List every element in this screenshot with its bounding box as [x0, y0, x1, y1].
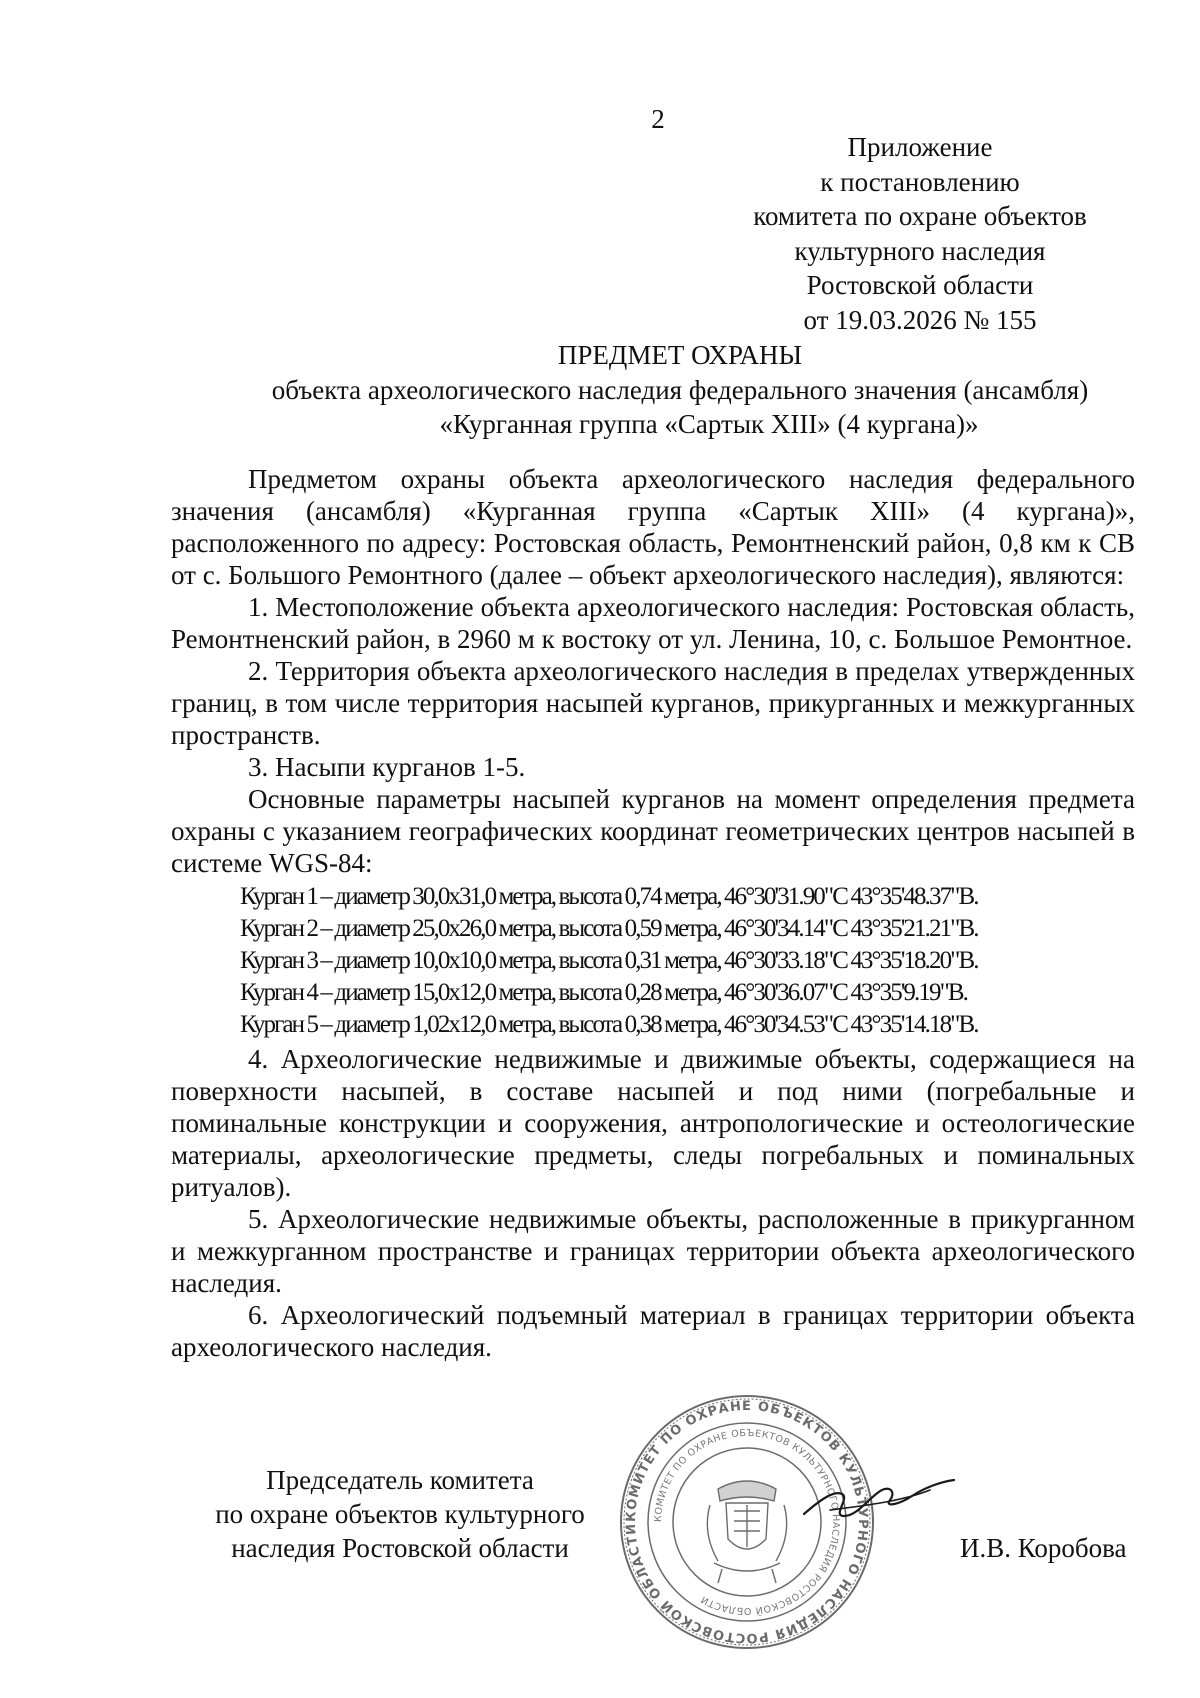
appendix-line: комитета по охране объектов	[753, 201, 1087, 231]
seal-outer-text: КОМИТЕТ ПО ОХРАНЕ ОБЪЕКТОВ КУЛЬТУРНОГО НАСЛЕДИЯ РОСТОВСКОЙ ОБЛАСТИ	[623, 1398, 871, 1646]
signatory-position	[180, 1463, 620, 1565]
mound-item: Курган 3 – диаметр 10,0x10,0 метра, высота 0,31 метра, 46°30'33.18"С 43°35'18.20"В.	[240, 947, 978, 974]
item-mounds: 3. Насыпи курганов 1-5.	[248, 752, 526, 782]
position-line: Председатель комитета	[266, 1465, 534, 1495]
item-territory: 2. Территория объекта археологического наследия в пределах утвержденных границ, в том числе территория насыпей курганов, прикурганных и межкурганных пространств.	[171, 656, 1135, 750]
appendix-header	[740, 130, 1100, 337]
page-number: 2	[651, 104, 665, 134]
intro-paragraph: Предметом охраны объекта археологического наследия федерального значения (ансамбля) «Курганная группа «Сартык XIII» (4 кургана)», расположенного по адресу: Ростовская область, Ремонтненский район, 0,8 км к СВ от с. Большого Ремонтного (далее – объект археологического наследия), являются:	[171, 464, 1135, 590]
mound-item: Курган 2 – диаметр 25,0x26,0 метра, высота 0,59 метра, 46°30'34.14"С 43°35'21.21"В.	[240, 915, 978, 942]
appendix-line: Приложение	[847, 132, 993, 162]
appendix-line: Ростовской области	[806, 270, 1034, 300]
title-heading: ПРЕДМЕТ ОХРАНЫ	[557, 340, 803, 370]
appendix-date-number: от 19.03.2026 № 155	[803, 304, 1037, 335]
item-archaeological-objects: 4. Археологические недвижимые и движимые объекты, содержащиеся на поверхности насыпей, в составе насыпей и под ними (погребальные и поминальные конструкции и сооружения, антропологические и остеологические материалы, археологические предметы, следы погребальных и поминальных ритуалов).	[171, 1044, 1135, 1202]
seal-inner-text: КОМИТЕТ ПО ОХРАНЕ ОБЪЕКТОВ КУЛЬТУРНОГО НАСЛЕДИЯ РОСТОВСКОЙ ОБЛАСТИ	[652, 1427, 842, 1617]
mound-list	[171, 881, 1135, 1041]
mound-item: Курган 4 – диаметр 15,0x12,0 метра, высота 0,28 метра, 46°30'36.07"С 43°35'9.19"В.	[240, 979, 968, 1006]
parameters-paragraph: Основные параметры насыпей курганов на момент определения предмета охраны с указанием географических координат геометрических центров насыпей в системе WGS-84:	[171, 784, 1135, 878]
position-line: наследия Ростовской области	[231, 1533, 569, 1563]
item-surface-material: 6. Археологический подъемный материал в границах территории объекта археологического наследия.	[171, 1300, 1135, 1362]
document-title	[140, 338, 1200, 442]
mound-item: Курган 5 – диаметр 1,02x12,0 метра, высота 0,38 метра, 46°30'34.53"С 43°35'14.18"В.	[240, 1011, 978, 1038]
signer-name: И.В. Коробова	[960, 1533, 1127, 1563]
item-immovable-objects: 5. Археологические недвижимые объекты, расположенные в прикурганном и межкурганном пространстве и границах территории объекта археологического наследия.	[171, 1204, 1135, 1298]
appendix-line: культурного наследия	[794, 235, 1046, 266]
appendix-line: к постановлению	[820, 166, 1020, 197]
title-object-name: «Курганная группа «Сартык XIII» (4 кургана)»	[439, 409, 979, 439]
coat-of-arms-icon	[707, 1481, 786, 1583]
handwritten-signature	[800, 1470, 960, 1530]
mound-item: Курган 1 – диаметр 30,0x31,0 метра, высота 0,74 метра, 46°30'31.90"С 43°35'48.37"В.	[240, 883, 978, 910]
position-line: по охране объектов культурного	[215, 1499, 585, 1529]
title-subtitle: объекта археологического наследия федерального значения (ансамбля)	[271, 374, 1089, 405]
item-location: 1. Местоположение объекта археологического наследия: Ростовская область, Ремонтненский район, в 2960 м к востоку от ул. Ленина, 10, с. Большое Ремонтное.	[171, 592, 1135, 654]
document-body	[171, 463, 1135, 1363]
